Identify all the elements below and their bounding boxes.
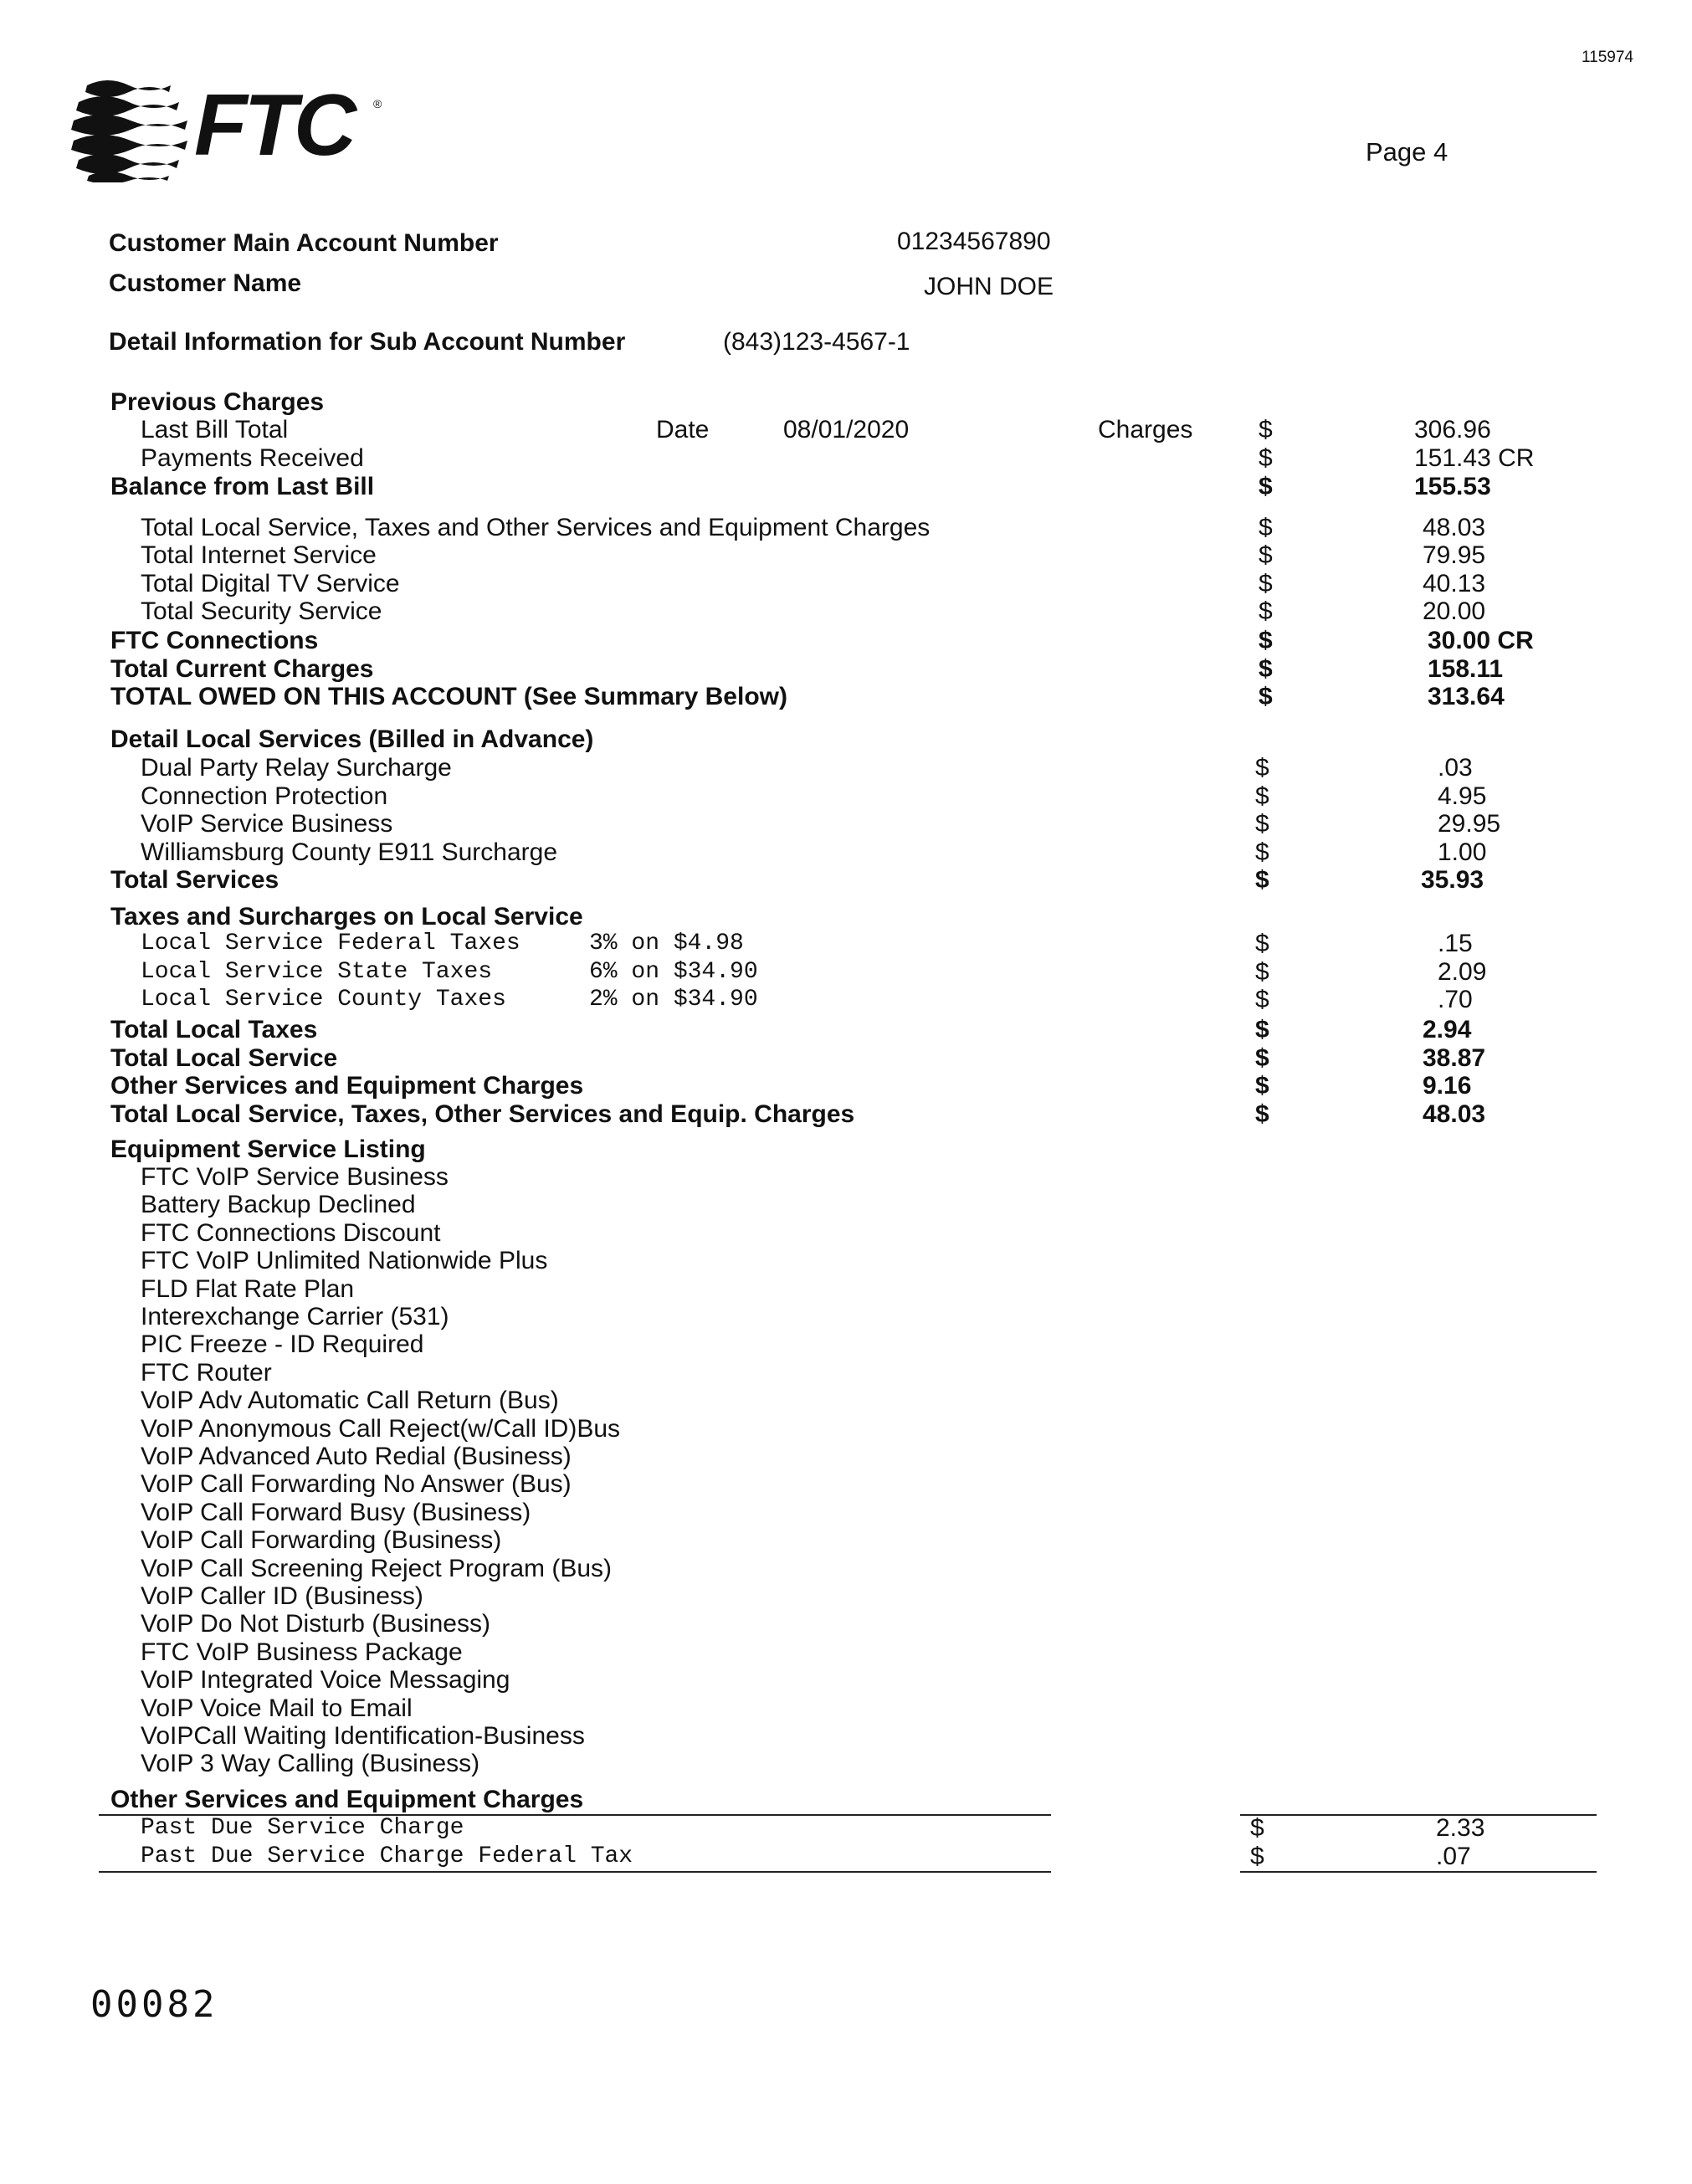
equipment-item: VoIP Integrated Voice Messaging — [141, 1666, 510, 1694]
page-number: Page 4 — [1366, 137, 1448, 167]
tax-total-row: Total Local Taxes $ 2.94 — [110, 1016, 1472, 1043]
sub-account-value: (843)123-4567-1 — [723, 328, 910, 356]
equipment-item: VoIPCall Waiting Identification-Business — [141, 1722, 585, 1750]
current-charge-row: Total Local Service, Taxes and Other Services and Equipment Charges $ 48.03 — [141, 514, 1486, 541]
main-account-value: 01234567890 — [897, 228, 1051, 255]
logo-text: FTC — [194, 77, 354, 174]
equipment-item: VoIP Do Not Disturb (Business) — [141, 1610, 490, 1638]
total-services-row: Total Services $ 35.93 — [110, 866, 1484, 894]
equipment-item: VoIP Advanced Auto Redial (Business) — [141, 1443, 572, 1470]
local-service-row: Williamsburg County E911 Surcharge $ 1.00 — [141, 838, 1487, 866]
footer-code: 00082 — [90, 1983, 218, 2026]
payments-row: Payments Received $ 151.43 CR — [141, 444, 1535, 472]
current-charge-row: TOTAL OWED ON THIS ACCOUNT (See Summary Below) $ 313.64 — [110, 683, 1505, 710]
equipment-item: FTC Router — [141, 1358, 272, 1387]
document-id: 115974 — [1582, 49, 1633, 66]
equipment-item: VoIP Call Screening Reject Program (Bus) — [141, 1554, 613, 1582]
equipment-item: FTC VoIP Unlimited Nationwide Plus — [141, 1247, 548, 1275]
customer-name-label: Customer Name — [109, 269, 302, 297]
current-charge-row: FTC Connections $ 30.00 CR — [110, 627, 1534, 654]
current-charge-row: Total Security Service $ 20.00 — [141, 597, 1486, 625]
other-services-heading: Other Services and Equipment Charges — [110, 1786, 584, 1813]
equipment-heading: Equipment Service Listing — [110, 1136, 426, 1163]
previous-charges-heading: Previous Charges — [110, 388, 325, 416]
equipment-item: VoIP Anonymous Call Reject(w/Call ID)Bus — [141, 1414, 621, 1443]
taxes-heading: Taxes and Surcharges on Local Service — [110, 903, 583, 931]
tax-row: Local Service Federal Taxes 3% on $4.98 $ .15 — [141, 930, 1473, 957]
last-bill-row: Last Bill Total Date 08/01/2020 Charges $ 306.96 — [141, 416, 1491, 443]
equipment-item: Battery Backup Declined — [141, 1191, 416, 1219]
balance-row: Balance from Last Bill $ 155.53 — [110, 473, 1491, 500]
equipment-item: VoIP Voice Mail to Email — [141, 1694, 413, 1722]
tax-total-row: Total Local Service, Taxes, Other Services and Equip. Charges $ 48.03 — [110, 1100, 1486, 1128]
equipment-item: FTC VoIP Business Package — [141, 1638, 463, 1666]
tax-row: Local Service State Taxes 6% on $34.90 $ 2.09 — [141, 957, 1487, 986]
equipment-item: FTC VoIP Service Business — [141, 1163, 449, 1191]
other-services-bottom-rule-left — [99, 1871, 1051, 1873]
tax-total-row: Other Services and Equipment Charges $ 9.16 — [110, 1072, 1472, 1100]
other-services-bottom-rule-right — [1240, 1871, 1597, 1873]
equipment-item: VoIP Adv Automatic Call Return (Bus) — [141, 1387, 559, 1415]
tax-row: Local Service County Taxes 2% on $34.90 $ .70 — [141, 986, 1473, 1013]
other-service-row: Past Due Service Charge Federal Tax $ .07 — [141, 1842, 1471, 1870]
equipment-item: FLD Flat Rate Plan — [141, 1274, 355, 1303]
local-service-row: Connection Protection $ 4.95 — [141, 782, 1487, 810]
registered-mark: ® — [373, 97, 382, 110]
ftc-logo — [70, 74, 388, 182]
equipment-item: VoIP 3 Way Calling (Business) — [141, 1750, 480, 1778]
current-charge-row: Total Current Charges $ 158.11 — [110, 655, 1504, 683]
equipment-item: Interexchange Carrier (531) — [141, 1303, 449, 1330]
local-services-heading: Detail Local Services (Billed in Advance) — [110, 725, 594, 753]
sub-account-label: Detail Information for Sub Account Number — [109, 328, 626, 356]
other-service-row: Past Due Service Charge $ 2.33 — [141, 1814, 1485, 1842]
local-service-row: VoIP Service Business $ 29.95 — [141, 810, 1501, 838]
tax-total-row: Total Local Service $ 38.87 — [110, 1043, 1486, 1072]
current-charge-row: Total Internet Service $ 79.95 — [141, 541, 1486, 569]
equipment-item: FTC Connections Discount — [141, 1218, 441, 1247]
main-account-label: Customer Main Account Number — [109, 229, 499, 257]
local-service-row: Dual Party Relay Surcharge $ .03 — [141, 754, 1473, 782]
current-charge-row: Total Digital TV Service $ 40.13 — [141, 570, 1486, 597]
equipment-item: VoIP Call Forwarding No Answer (Bus) — [141, 1470, 572, 1499]
customer-name-value: JOHN DOE — [924, 273, 1054, 300]
equipment-item: VoIP Call Forwarding (Business) — [141, 1526, 502, 1555]
equipment-item: VoIP Caller ID (Business) — [141, 1582, 423, 1610]
ftc-waves-logo-icon — [70, 74, 196, 182]
equipment-item: PIC Freeze - ID Required — [141, 1330, 424, 1359]
equipment-item: VoIP Call Forward Busy (Business) — [141, 1498, 531, 1526]
